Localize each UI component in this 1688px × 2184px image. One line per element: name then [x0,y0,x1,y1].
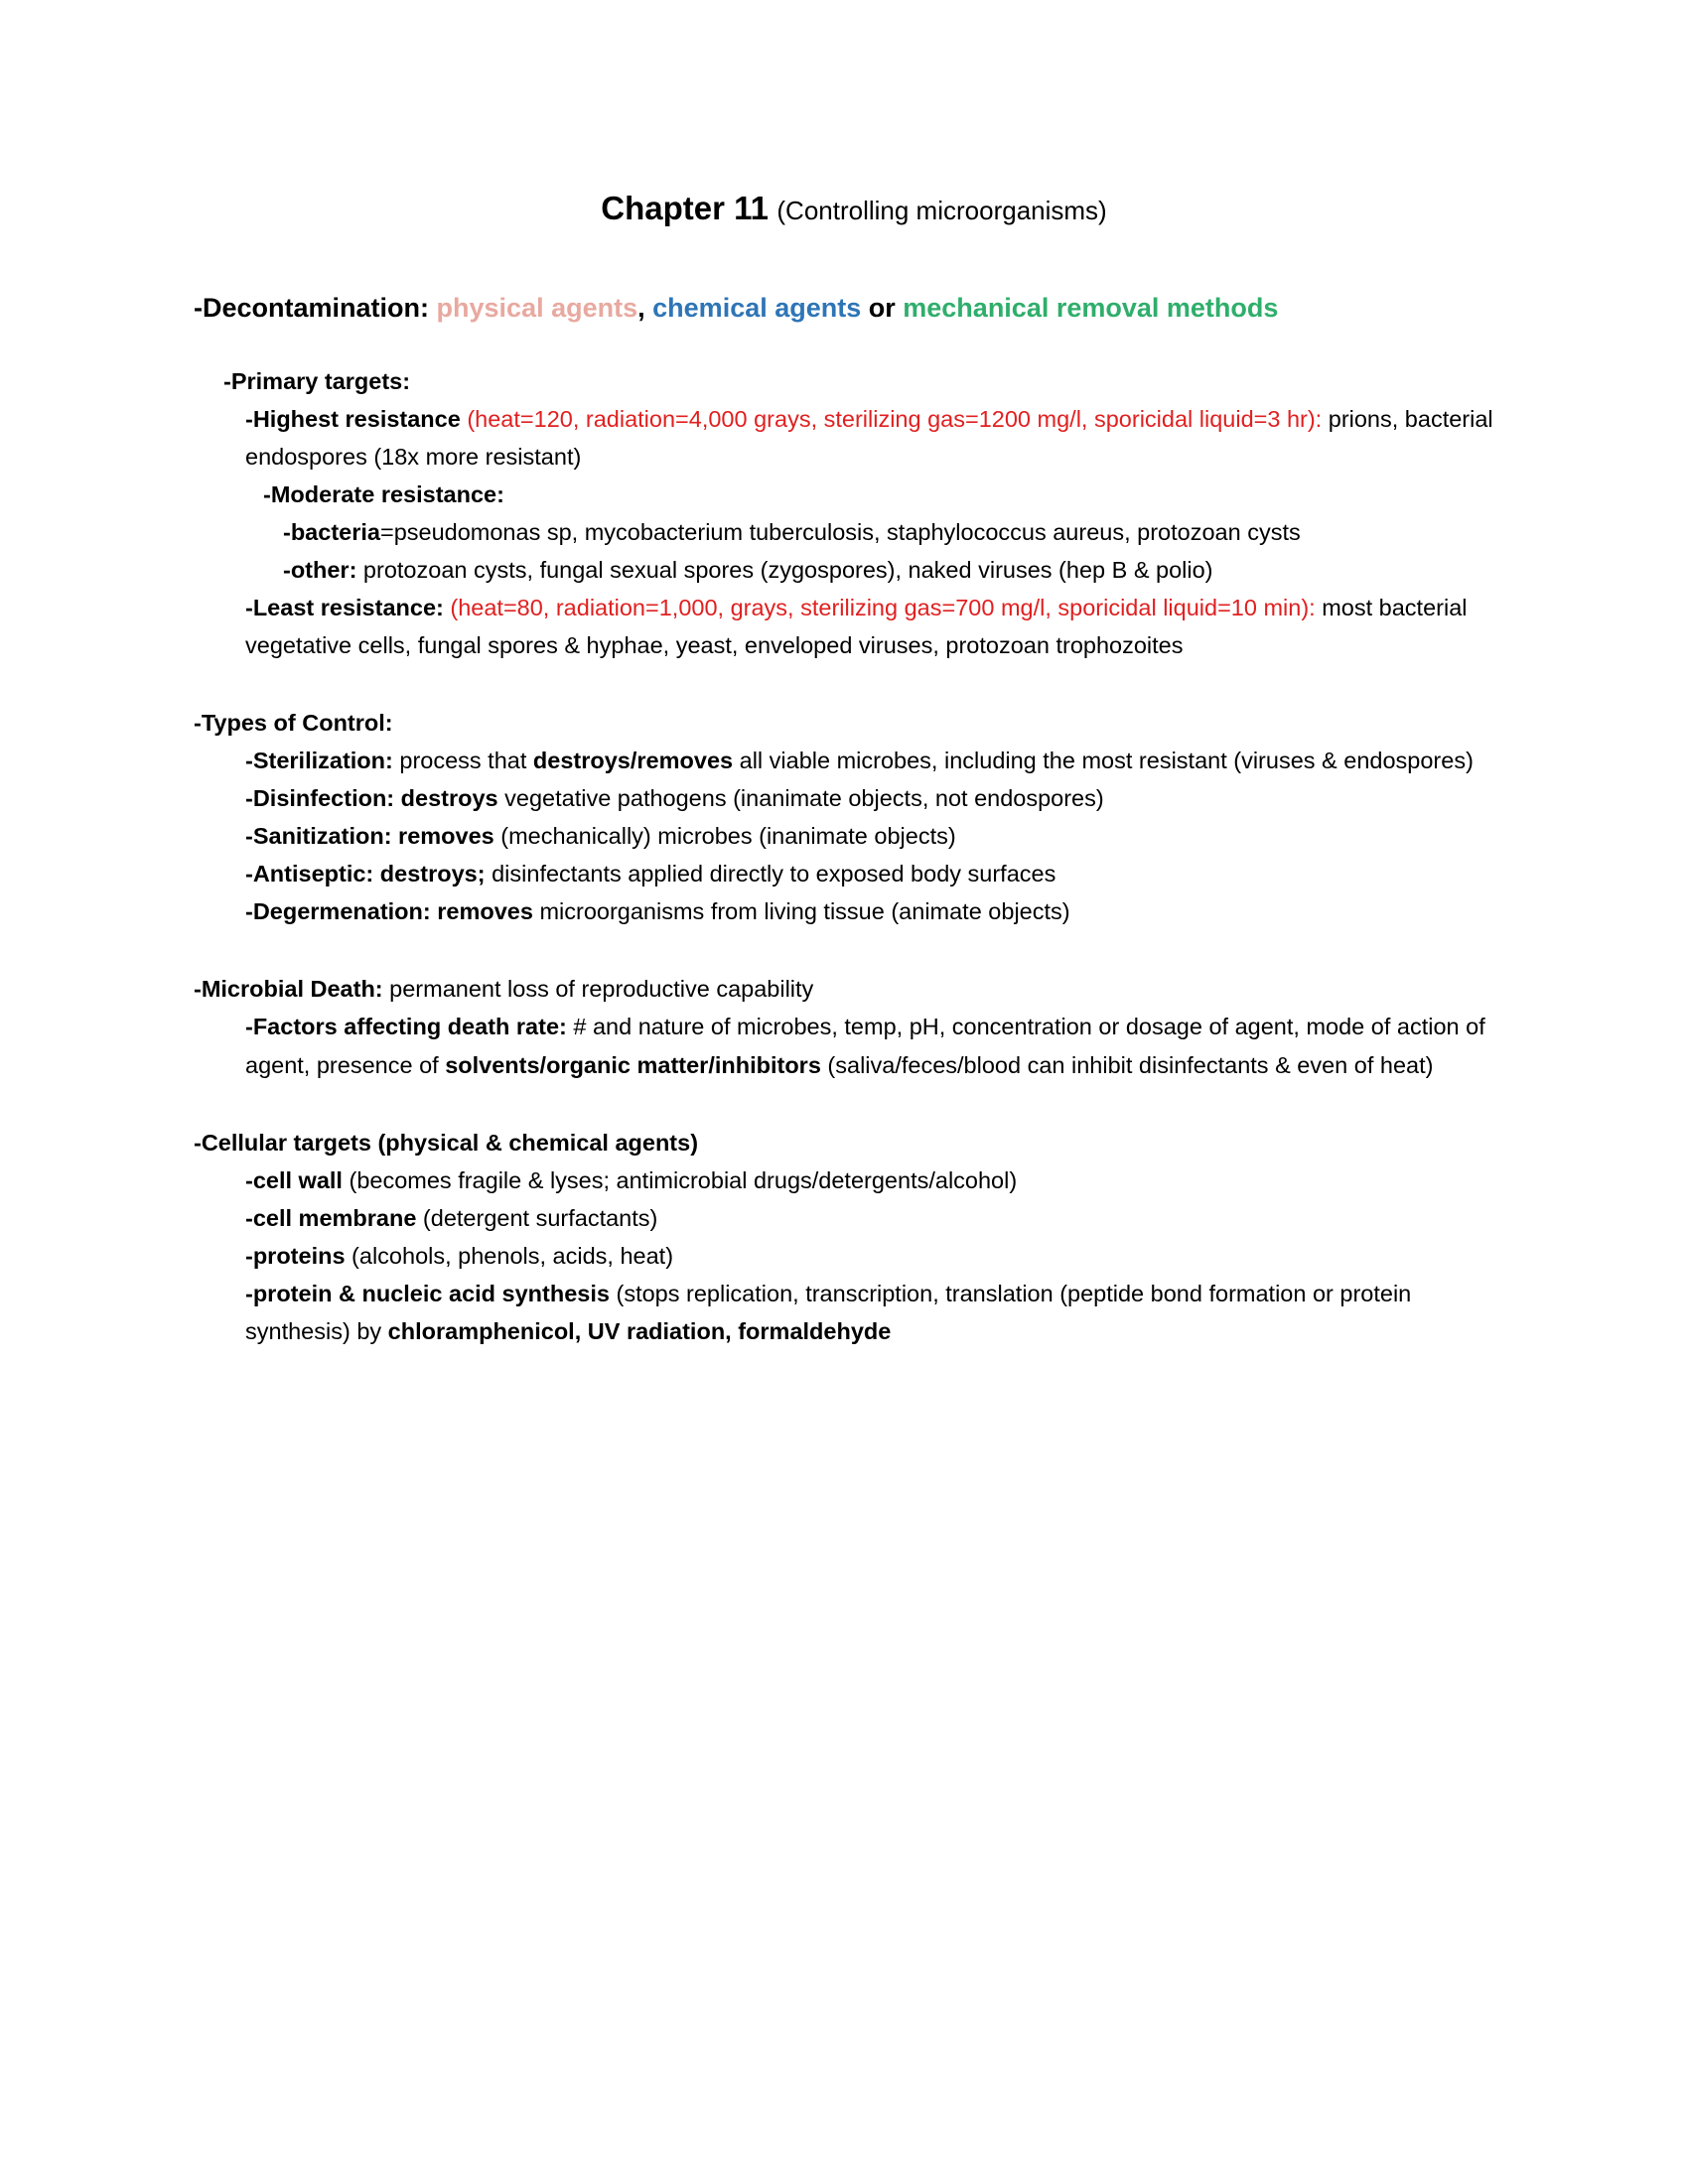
highest-resistance-values: (heat=120, radiation=4,000 grays, sterilizing gas=1200 mg/l, sporicidal liquid=3 hr): [467,405,1323,432]
cell-membrane-label: -cell membrane [245,1204,417,1231]
microbial-death-label: -Microbial Death: [194,976,383,1003]
decontamination-heading [194,288,1514,329]
least-resistance-rest: most bacterial vegetative cells, fungal spores & hyphae, yeast, enveloped viruses, protozoan trophozoites [245,594,1468,658]
bacteria-label: -bacteria [283,518,380,545]
primary-targets-heading [194,362,1514,400]
degermenation-line [194,892,1514,930]
death-factors-bold2: solvents/organic matter/inhibitors [445,1051,821,1078]
sterilization-label: -Sterilization: [245,748,393,774]
cell-membrane-rest: (detergent surfactants) [416,1204,658,1231]
death-factors-rest1: # and nature of microbes, temp, pH, concentration or dosage of agent, mode of action of agent, presence of [245,1014,1485,1078]
microbial-death-heading [194,970,1514,1008]
chemical-agents-text: chemical agents [652,293,862,323]
least-resistance-label: -Least resistance: [245,594,451,620]
types-of-control-heading [194,704,1514,742]
proteins-rest: (alcohols, phenols, acids, heat) [345,1242,674,1269]
death-factors-label: -Factors affecting death rate: [245,1014,567,1040]
sterilization-rest: all viable microbes, including the most resistant (viruses & endospores) [733,748,1474,774]
disinfection-label: -Disinfection: destroys [245,785,498,812]
highest-resistance-line [194,400,1514,476]
decontamination-or: or [861,293,904,323]
sanitization-label: -Sanitization: removes [245,823,494,850]
sanitization-rest: (mechanically) microbes (inanimate objects) [493,823,956,850]
protein-nucleic-acid-label: -protein & nucleic acid synthesis [245,1280,610,1306]
primary-targets-label: -Primary targets: [223,367,411,394]
death-factors-line [194,1008,1514,1083]
moderate-other-line [194,551,1514,589]
moderate-bacteria-line [194,513,1514,551]
sterilization-pre: process that [392,748,533,774]
cell-wall-line [194,1161,1514,1199]
cell-wall-label: -cell wall [245,1166,343,1193]
page-title [194,189,1514,228]
other-label: -other: [283,556,357,583]
antiseptic-rest: disinfectants applied directly to exposed body surfaces [485,861,1056,887]
antiseptic-label: -Antiseptic: destroys; [245,861,486,887]
least-resistance-line [194,589,1514,664]
moderate-resistance-label: -Moderate resistance: [263,480,504,507]
sterilization-bold: destroys/removes [532,748,734,774]
cellular-targets-heading [194,1124,1514,1161]
least-resistance-values: (heat=80, radiation=1,000, grays, sterilizing gas=700 mg/l, sporicidal liquid=10 min): [450,594,1316,620]
other-rest: protozoan cysts, fungal sexual spores (zygospores), naked viruses (hep B & polio) [356,556,1213,583]
sterilization-line [194,742,1514,779]
decontamination-comma: , [637,293,645,323]
protein-nucleic-acid-bold2: chloramphenicol, UV radiation, formaldehyde [387,1317,892,1344]
highest-resistance-rest: prions, bacterial endospores (18x more resistant) [245,405,1493,470]
chapter-subtitle: (Controlling microorganisms) [776,196,1107,225]
sanitization-line [194,817,1514,855]
cell-membrane-line [194,1199,1514,1237]
decontamination-label: -Decontamination: [194,293,430,323]
protein-nucleic-acid-line [194,1275,1514,1350]
highest-resistance-label: -Highest resistance [245,405,468,432]
death-factors-rest2: (saliva/feces/blood can inhibit disinfectants & even of heat) [820,1051,1434,1078]
proteins-line [194,1237,1514,1275]
moderate-resistance-heading [194,476,1514,513]
degermenation-label: -Degermenation: removes [245,898,533,925]
microbial-death-rest: permanent loss of reproductive capability [382,976,814,1003]
types-of-control-label: -Types of Control: [194,710,393,736]
chapter-title: Chapter 11 [601,190,770,226]
physical-agents-text: physical agents [436,293,638,323]
disinfection-line [194,779,1514,817]
antiseptic-line [194,855,1514,892]
protein-nucleic-acid-rest: (stops replication, transcription, translation (peptide bond formation or protein synthesis) by [245,1280,1412,1344]
cell-wall-rest: (becomes fragile & lyses; antimicrobial drugs/detergents/alcohol) [342,1166,1018,1193]
cellular-targets-label: -Cellular targets (physical & chemical agents) [194,1129,699,1156]
mechanical-removal-text: mechanical removal methods [903,293,1279,323]
degermenation-rest: microorganisms from living tissue (animate objects) [532,898,1070,925]
disinfection-rest: vegetative pathogens (inanimate objects, not endospores) [497,785,1104,812]
proteins-label: -proteins [245,1242,346,1269]
bacteria-rest: =pseudomonas sp, mycobacterium tuberculosis, staphylococcus aureus, protozoan cysts [379,518,1301,545]
